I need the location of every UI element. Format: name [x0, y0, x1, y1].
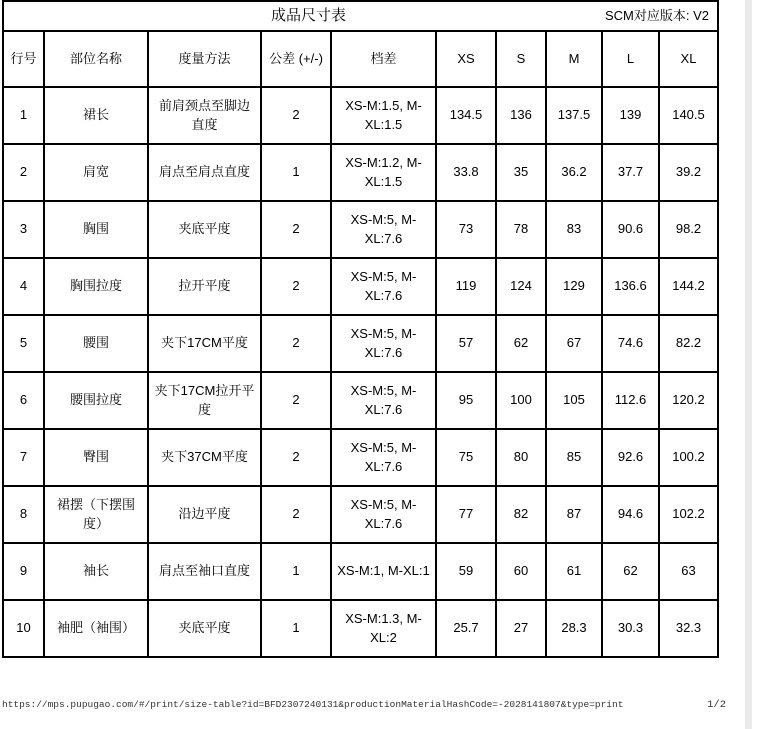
footer-url: https://mps.pupugao.com/#/print/size-table?id=BFD2307240131&productionMaterialHashCode=-2028141807&type=print	[2, 699, 624, 710]
column-header: XS	[436, 31, 496, 87]
table-cell: 臀围	[44, 429, 148, 486]
row-number-cell: 4	[3, 258, 44, 315]
table-row	[3, 87, 718, 144]
table-cell: 80	[496, 429, 546, 486]
column-header: L	[602, 31, 659, 87]
table-cell: 2	[261, 429, 331, 486]
table-cell: 87	[546, 486, 602, 543]
table-cell: 36.2	[546, 144, 602, 201]
table-cell: 30.3	[602, 600, 659, 657]
table-header-row	[3, 31, 718, 87]
table-cell: 95	[436, 372, 496, 429]
table-cell: 2	[261, 201, 331, 258]
table-cell: 袖肥（袖围）	[44, 600, 148, 657]
table-cell: 102.2	[659, 486, 718, 543]
table-cell: 78	[496, 201, 546, 258]
column-header: M	[546, 31, 602, 87]
table-cell: 136.6	[602, 258, 659, 315]
table-cell: 129	[546, 258, 602, 315]
table-cell: 57	[436, 315, 496, 372]
table-cell: XS-M:5, M-XL:7.6	[331, 201, 436, 258]
table-cell: 98.2	[659, 201, 718, 258]
table-cell: 136	[496, 87, 546, 144]
table-cell: 62	[602, 543, 659, 600]
table-row	[3, 315, 718, 372]
table-row	[3, 486, 718, 543]
column-header: S	[496, 31, 546, 87]
table-cell: 夹底平度	[148, 201, 261, 258]
table-cell: 39.2	[659, 144, 718, 201]
table-cell: 83	[546, 201, 602, 258]
table-cell: 2	[261, 258, 331, 315]
table-cell: 63	[659, 543, 718, 600]
table-row	[3, 600, 718, 657]
table-cell: 2	[261, 372, 331, 429]
table-cell: 袖长	[44, 543, 148, 600]
table-cell: 裙摆（下摆围度）	[44, 486, 148, 543]
row-number-cell: 2	[3, 144, 44, 201]
table-cell: 112.6	[602, 372, 659, 429]
table-cell: 75	[436, 429, 496, 486]
table-cell: 85	[546, 429, 602, 486]
table-cell: XS-M:5, M-XL:7.6	[331, 372, 436, 429]
table-cell: 77	[436, 486, 496, 543]
table-title-cell	[3, 1, 718, 31]
table-cell: 139	[602, 87, 659, 144]
table-cell: XS-M:1.2, M-XL:1.5	[331, 144, 436, 201]
table-cell: 胸围	[44, 201, 148, 258]
table-cell: 裙长	[44, 87, 148, 144]
print-footer	[0, 699, 726, 711]
table-cell: 61	[546, 543, 602, 600]
page-indicator: 1/2	[707, 699, 726, 711]
scm-version-label: SCM对应版本: V2	[604, 7, 709, 23]
table-cell: 腰围	[44, 315, 148, 372]
column-header: 度量方法	[148, 31, 261, 87]
table-cell: 144.2	[659, 258, 718, 315]
table-cell: 100.2	[659, 429, 718, 486]
table-cell: 2	[261, 87, 331, 144]
column-header: 部位名称	[44, 31, 148, 87]
table-cell: 82.2	[659, 315, 718, 372]
table-cell: 94.6	[602, 486, 659, 543]
row-number-cell: 3	[3, 201, 44, 258]
table-cell: 67	[546, 315, 602, 372]
table-cell: 82	[496, 486, 546, 543]
table-cell: 胸围拉度	[44, 258, 148, 315]
table-cell: XS-M:5, M-XL:7.6	[331, 486, 436, 543]
row-number-cell: 9	[3, 543, 44, 600]
table-cell: 28.3	[546, 600, 602, 657]
row-number-cell: 8	[3, 486, 44, 543]
table-row	[3, 429, 718, 486]
table-cell: 夹下17CM拉开平度	[148, 372, 261, 429]
table-cell: 120.2	[659, 372, 718, 429]
table-cell: 夹下37CM平度	[148, 429, 261, 486]
table-cell: 90.6	[602, 201, 659, 258]
table-cell: 1	[261, 600, 331, 657]
table-cell: 137.5	[546, 87, 602, 144]
size-table	[2, 0, 719, 658]
table-cell: XS-M:1.3, M-XL:2	[331, 600, 436, 657]
table-cell: 2	[261, 315, 331, 372]
table-cell: 腰围拉度	[44, 372, 148, 429]
table-cell: 100	[496, 372, 546, 429]
row-number-cell: 10	[3, 600, 44, 657]
table-cell: 74.6	[602, 315, 659, 372]
table-cell: 27	[496, 600, 546, 657]
table-cell: 59	[436, 543, 496, 600]
table-cell: 32.3	[659, 600, 718, 657]
table-cell: 1	[261, 543, 331, 600]
row-number-cell: 1	[3, 87, 44, 144]
table-row	[3, 144, 718, 201]
column-header: 行号	[3, 31, 44, 87]
table-cell: 134.5	[436, 87, 496, 144]
table-row	[3, 258, 718, 315]
table-cell: 夹底平度	[148, 600, 261, 657]
table-cell: 73	[436, 201, 496, 258]
table-row	[3, 201, 718, 258]
table-cell: 60	[496, 543, 546, 600]
table-cell: 37.7	[602, 144, 659, 201]
row-number-cell: 5	[3, 315, 44, 372]
table-row	[3, 372, 718, 429]
column-header: 公差 (+/-)	[261, 31, 331, 87]
table-cell: 肩点至袖口直度	[148, 543, 261, 600]
column-header: XL	[659, 31, 718, 87]
table-cell: 35	[496, 144, 546, 201]
table-cell: 119	[436, 258, 496, 315]
table-cell: XS-M:1.5, M-XL:1.5	[331, 87, 436, 144]
table-cell: 124	[496, 258, 546, 315]
row-number-cell: 7	[3, 429, 44, 486]
row-number-cell: 6	[3, 372, 44, 429]
table-cell: 25.7	[436, 600, 496, 657]
page-title: 成品尺寸表	[270, 7, 346, 25]
table-cell: XS-M:1, M-XL:1	[331, 543, 436, 600]
table-cell: 33.8	[436, 144, 496, 201]
table-cell: 夹下17CM平度	[148, 315, 261, 372]
table-cell: 105	[546, 372, 602, 429]
table-cell: XS-M:5, M-XL:7.6	[331, 315, 436, 372]
table-cell: 前肩颈点至脚边直度	[148, 87, 261, 144]
table-title-row	[3, 1, 718, 31]
table-cell: 拉开平度	[148, 258, 261, 315]
table-cell: 92.6	[602, 429, 659, 486]
table-row	[3, 543, 718, 600]
table-cell: 62	[496, 315, 546, 372]
table-cell: XS-M:5, M-XL:7.6	[331, 429, 436, 486]
table-cell: 沿边平度	[148, 486, 261, 543]
table-cell: 2	[261, 486, 331, 543]
table-cell: 140.5	[659, 87, 718, 144]
table-cell: XS-M:5, M-XL:7.6	[331, 258, 436, 315]
column-header: 档差	[331, 31, 436, 87]
table-cell: 肩点至肩点直度	[148, 144, 261, 201]
page-edge-divider	[745, 0, 752, 729]
table-cell: 肩宽	[44, 144, 148, 201]
table-cell: 1	[261, 144, 331, 201]
